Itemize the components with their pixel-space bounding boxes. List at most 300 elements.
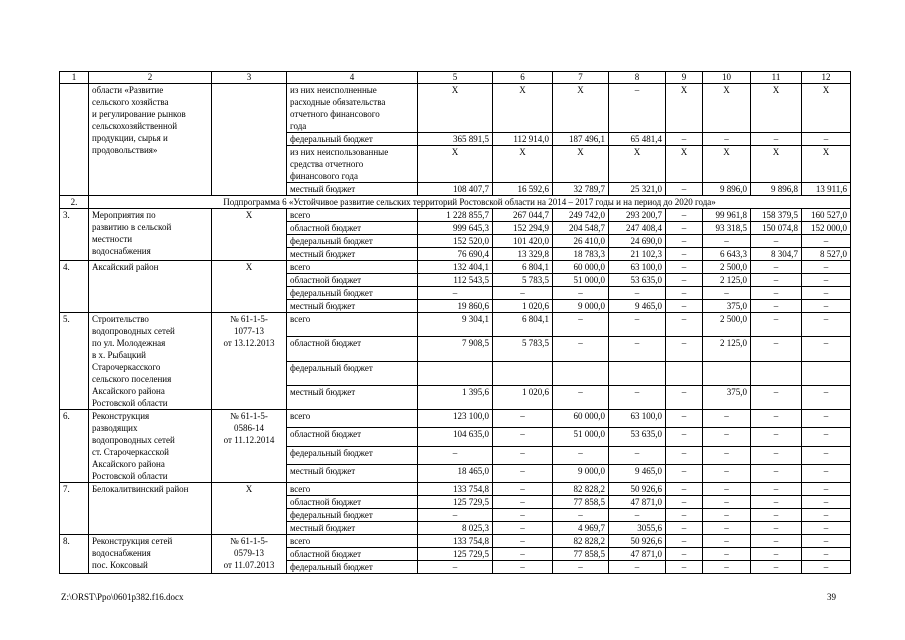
text-line: отчетного финансового: [290, 109, 380, 119]
value-cell: –: [802, 235, 851, 248]
value-cell: 93 318,5: [703, 222, 751, 235]
value-cell: –: [802, 548, 851, 561]
value-cell: 18 783,3: [553, 248, 609, 261]
value-cell: X: [802, 146, 851, 183]
text-line: Старочеркасского: [92, 362, 161, 372]
value-cell: 77 858,5: [553, 496, 609, 509]
value-cell: 65 481,4: [609, 133, 666, 146]
value-cell: –: [609, 385, 666, 409]
value-cell: 375,0: [703, 300, 751, 313]
value-cell: 9 896,8: [751, 183, 802, 196]
row-number-cell: [60, 84, 89, 196]
column-number-cell: 2: [89, 72, 212, 84]
value-cell: 8 527,0: [802, 248, 851, 261]
value-cell: –: [666, 522, 703, 535]
value-cell: 19 860,6: [418, 300, 493, 313]
value-cell: –: [802, 509, 851, 522]
column-number-cell: 3: [212, 72, 287, 84]
text-line: расходные обязательства: [290, 97, 386, 107]
text-line: в х. Рыбацкий: [92, 350, 146, 360]
event-name-cell: [89, 535, 212, 574]
funding-source-cell: областной бюджет: [287, 428, 418, 446]
document-cell: [212, 410, 287, 483]
value-cell: –: [751, 535, 802, 548]
value-cell: 25 321,0: [609, 183, 666, 196]
funding-source-cell: федеральный бюджет: [287, 561, 418, 574]
value-cell: –: [802, 133, 851, 146]
footer-page-number: 39: [827, 592, 836, 602]
value-cell: –: [751, 261, 802, 274]
text-line: от 11.12.2014: [223, 435, 275, 445]
funding-source-cell: местный бюджет: [287, 248, 418, 261]
value-cell: –: [493, 287, 553, 300]
value-cell: 82 828,2: [553, 535, 609, 548]
row-number-cell: 5.: [60, 313, 89, 410]
value-cell: –: [418, 287, 493, 300]
value-cell: 47 871,0: [609, 496, 666, 509]
value-cell: –: [802, 313, 851, 337]
value-cell: X: [703, 84, 751, 133]
text-line: продовольствия»: [92, 145, 158, 155]
text-line: местности: [92, 234, 133, 244]
value-cell: –: [666, 313, 703, 337]
value-cell: –: [553, 385, 609, 409]
value-cell: 160 527,0: [802, 209, 851, 222]
value-cell: 77 858,5: [553, 548, 609, 561]
value-cell: 51 000,0: [553, 428, 609, 446]
text-line: № 61-1-5-: [230, 536, 268, 546]
value-cell: 5 783,5: [493, 274, 553, 287]
funding-source-cell: всего: [287, 483, 418, 496]
value-cell: 8 304,7: [751, 248, 802, 261]
event-name-cell: [89, 209, 212, 261]
value-cell: 2 125,0: [703, 274, 751, 287]
funding-source-cell: областной бюджет: [287, 496, 418, 509]
value-cell: –: [802, 446, 851, 464]
text-line: пос. Коксовый: [92, 560, 148, 570]
value-cell: –: [703, 133, 751, 146]
text-line: финансового года: [290, 171, 358, 181]
value-cell: 133 754,8: [418, 535, 493, 548]
value-cell: 9 465,0: [609, 300, 666, 313]
value-cell: –: [418, 446, 493, 464]
value-cell: 6 804,1: [493, 261, 553, 274]
subprogram-row: [60, 196, 851, 209]
text-line: из них неиспользованные: [290, 147, 389, 157]
footer-file-path: Z:\ORST\Ppo\0601p382.f16.docx: [61, 592, 184, 602]
table-row: [60, 84, 851, 133]
value-cell: –: [493, 535, 553, 548]
value-cell: –: [553, 561, 609, 574]
value-cell: –: [609, 287, 666, 300]
value-cell: 9 896,0: [703, 183, 751, 196]
budget-table: [59, 71, 851, 574]
value-cell: 293 200,7: [609, 209, 666, 222]
value-cell: –: [802, 428, 851, 446]
value-cell: –: [666, 261, 703, 274]
value-cell: –: [703, 548, 751, 561]
value-cell: –: [666, 483, 703, 496]
value-cell: X: [553, 84, 609, 133]
value-cell: X: [418, 146, 493, 183]
value-cell: –: [802, 522, 851, 535]
value-cell: –: [751, 385, 802, 409]
text-line: № 61-1-5-: [230, 411, 268, 421]
funding-source-cell: федеральный бюджет: [287, 509, 418, 522]
subprogram-title-cell: Подпрограмма 6 «Устойчивое развитие сельских территорий Ростовской области на 2014 – 2017 годы и на период до 2020 года»: [89, 196, 851, 209]
text-line: X: [245, 210, 253, 220]
value-cell: –: [751, 235, 802, 248]
text-line: года: [290, 121, 307, 131]
text-line: Мероприятия по: [92, 210, 156, 220]
value-cell: 21 102,3: [609, 248, 666, 261]
value-cell: X: [666, 146, 703, 183]
text-line: водоснабжения: [92, 246, 151, 256]
value-cell: 60 000,0: [553, 410, 609, 428]
value-cell: –: [493, 522, 553, 535]
value-cell: –: [802, 274, 851, 287]
value-cell: –: [703, 287, 751, 300]
text-line: по ул. Молодежная: [92, 338, 166, 348]
value-cell: –: [666, 548, 703, 561]
value-cell: –: [666, 561, 703, 574]
value-cell: 1 228 855,7: [418, 209, 493, 222]
funding-source-cell: всего: [287, 261, 418, 274]
value-cell: 108 407,7: [418, 183, 493, 196]
value-cell: –: [493, 410, 553, 428]
value-cell: –: [666, 235, 703, 248]
text-line: № 61-1-5-: [230, 314, 268, 324]
value-cell: 123 100,0: [418, 410, 493, 428]
value-cell: –: [802, 385, 851, 409]
value-cell: 204 548,7: [553, 222, 609, 235]
value-cell: –: [751, 561, 802, 574]
funding-source-cell: областной бюджет: [287, 548, 418, 561]
value-cell: 99 961,8: [703, 209, 751, 222]
value-cell: 53 635,0: [609, 428, 666, 446]
text-line: 0579-13: [234, 548, 264, 558]
value-cell: 13 329,8: [493, 248, 553, 261]
value-cell: 101 420,0: [493, 235, 553, 248]
value-cell: X: [553, 146, 609, 183]
value-cell: 2 500,0: [703, 313, 751, 337]
value-cell: –: [802, 261, 851, 274]
text-line: Реконструкция сетей: [92, 536, 173, 546]
value-cell: –: [666, 274, 703, 287]
value-cell: –: [609, 561, 666, 574]
value-cell: 132 404,1: [418, 261, 493, 274]
value-cell: X: [493, 146, 553, 183]
value-cell: –: [703, 464, 751, 482]
row-number-cell: 8.: [60, 535, 89, 574]
text-line: разводящих: [92, 423, 138, 433]
value-cell: 26 410,0: [553, 235, 609, 248]
text-line: местный бюджет: [290, 184, 356, 194]
value-cell: –: [802, 483, 851, 496]
text-line: 1077-13: [234, 326, 264, 336]
column-number-cell: 4: [287, 72, 418, 84]
funding-source-cell: всего: [287, 410, 418, 428]
value-cell: –: [751, 300, 802, 313]
value-cell: 9 465,0: [609, 464, 666, 482]
document-cell: [212, 261, 287, 313]
value-cell: –: [703, 509, 751, 522]
value-cell: –: [609, 84, 666, 133]
value-cell: 18 465,0: [418, 464, 493, 482]
value-cell: 112 914,0: [493, 133, 553, 146]
value-cell: 2 125,0: [703, 337, 751, 361]
value-cell: –: [666, 248, 703, 261]
value-cell: –: [703, 522, 751, 535]
event-name-cell: [89, 84, 212, 196]
value-cell: 999 645,3: [418, 222, 493, 235]
value-cell: –: [751, 522, 802, 535]
column-number-row: [60, 72, 851, 84]
row-number-cell: 7.: [60, 483, 89, 535]
text-line: средства отчетного: [290, 159, 364, 169]
text-line: и регулирование рынков: [92, 109, 186, 119]
text-line: X: [245, 484, 253, 494]
value-cell: –: [666, 287, 703, 300]
value-cell: –: [666, 300, 703, 313]
value-cell: –: [703, 496, 751, 509]
value-cell: –: [751, 446, 802, 464]
value-cell: –: [553, 313, 609, 337]
value-cell: [802, 361, 851, 385]
table-row: [60, 535, 851, 548]
row-number-cell: 3.: [60, 209, 89, 261]
value-cell: 150 074,8: [751, 222, 802, 235]
value-cell: –: [802, 300, 851, 313]
value-cell: 9 000,0: [553, 464, 609, 482]
value-cell: –: [751, 428, 802, 446]
value-cell: 13 911,6: [802, 183, 851, 196]
funding-source-cell: [287, 146, 418, 183]
funding-source-cell: федеральный бюджет: [287, 446, 418, 464]
text-line: 0586-14: [234, 423, 264, 433]
text-line: Ростовской области: [92, 398, 168, 408]
funding-source-cell: федеральный бюджет: [287, 361, 418, 385]
funding-source-cell: местный бюджет: [287, 300, 418, 313]
column-number-cell: 12: [802, 72, 851, 84]
value-cell: 32 789,7: [553, 183, 609, 196]
value-cell: –: [703, 410, 751, 428]
funding-source-cell: [287, 183, 418, 196]
text-line: продукции, сырья и: [92, 133, 168, 143]
value-cell: –: [666, 133, 703, 146]
funding-source-cell: [287, 133, 418, 146]
value-cell: –: [666, 222, 703, 235]
text-line: от 11.07.2013: [223, 560, 275, 570]
row-number-cell: 2.: [60, 196, 89, 209]
value-cell: 365 891,5: [418, 133, 493, 146]
value-cell: 9 000,0: [553, 300, 609, 313]
value-cell: –: [703, 446, 751, 464]
value-cell: [703, 361, 751, 385]
value-cell: –: [609, 509, 666, 522]
value-cell: X: [418, 84, 493, 133]
value-cell: –: [802, 535, 851, 548]
column-number-cell: 11: [751, 72, 802, 84]
value-cell: –: [802, 561, 851, 574]
value-cell: 82 828,2: [553, 483, 609, 496]
value-cell: –: [751, 509, 802, 522]
value-cell: 158 379,5: [751, 209, 802, 222]
funding-source-cell: [287, 84, 418, 133]
value-cell: 152 000,0: [802, 222, 851, 235]
value-cell: X: [751, 146, 802, 183]
value-cell: –: [751, 483, 802, 496]
value-cell: –: [802, 337, 851, 361]
text-line: Ростовской области: [92, 471, 168, 481]
value-cell: 9 304,1: [418, 313, 493, 337]
document-cell: [212, 535, 287, 574]
text-line: сельскохозяйственной: [92, 121, 178, 131]
column-number-cell: 8: [609, 72, 666, 84]
value-cell: –: [802, 496, 851, 509]
table-row: [60, 261, 851, 274]
column-number-cell: 9: [666, 72, 703, 84]
value-cell: –: [666, 337, 703, 361]
value-cell: [418, 361, 493, 385]
text-line: сельского хозяйства: [92, 97, 169, 107]
value-cell: 6 643,3: [703, 248, 751, 261]
value-cell: –: [666, 410, 703, 428]
value-cell: 187 496,1: [553, 133, 609, 146]
event-name-cell: [89, 261, 212, 313]
value-cell: –: [751, 337, 802, 361]
funding-source-cell: местный бюджет: [287, 385, 418, 409]
value-cell: 1 020,6: [493, 385, 553, 409]
value-cell: 267 044,7: [493, 209, 553, 222]
funding-source-cell: местный бюджет: [287, 522, 418, 535]
value-cell: 60 000,0: [553, 261, 609, 274]
value-cell: –: [493, 509, 553, 522]
value-cell: 3055,6: [609, 522, 666, 535]
text-line: водопроводных сетей: [92, 326, 175, 336]
row-number-cell: 6.: [60, 410, 89, 483]
column-number-cell: 1: [60, 72, 89, 84]
value-cell: X: [609, 146, 666, 183]
value-cell: 7 908,5: [418, 337, 493, 361]
value-cell: –: [609, 446, 666, 464]
value-cell: 1 395,6: [418, 385, 493, 409]
value-cell: –: [703, 535, 751, 548]
value-cell: –: [553, 446, 609, 464]
value-cell: –: [666, 428, 703, 446]
document-cell: [212, 483, 287, 535]
value-cell: 63 100,0: [609, 261, 666, 274]
value-cell: –: [802, 287, 851, 300]
value-cell: –: [666, 209, 703, 222]
value-cell: 2 500,0: [703, 261, 751, 274]
value-cell: 125 729,5: [418, 548, 493, 561]
funding-source-cell: областной бюджет: [287, 274, 418, 287]
document-cell: [212, 84, 287, 196]
value-cell: 63 100,0: [609, 410, 666, 428]
funding-source-cell: областной бюджет: [287, 222, 418, 235]
value-cell: –: [751, 287, 802, 300]
text-line: ст. Старочеркасской: [92, 447, 169, 457]
value-cell: –: [751, 464, 802, 482]
value-cell: –: [666, 183, 703, 196]
funding-source-cell: федеральный бюджет: [287, 235, 418, 248]
table-row: [60, 209, 851, 222]
value-cell: X: [751, 84, 802, 133]
value-cell: 50 926,6: [609, 483, 666, 496]
value-cell: 249 742,0: [553, 209, 609, 222]
text-line: X: [245, 262, 253, 272]
value-cell: –: [703, 483, 751, 496]
value-cell: –: [493, 561, 553, 574]
value-cell: [553, 361, 609, 385]
table-row: [60, 410, 851, 428]
funding-source-cell: федеральный бюджет: [287, 287, 418, 300]
value-cell: [493, 361, 553, 385]
document-cell: [212, 313, 287, 410]
value-cell: 16 592,6: [493, 183, 553, 196]
text-line: от 13.12.2013: [223, 338, 275, 348]
value-cell: –: [609, 313, 666, 337]
value-cell: 4 969,7: [553, 522, 609, 535]
text-line: Строительство: [92, 314, 149, 324]
document-cell: [212, 209, 287, 261]
funding-source-cell: областной бюджет: [287, 337, 418, 361]
value-cell: –: [802, 410, 851, 428]
value-cell: –: [703, 428, 751, 446]
value-cell: 53 635,0: [609, 274, 666, 287]
value-cell: X: [802, 84, 851, 133]
value-cell: –: [703, 561, 751, 574]
value-cell: –: [553, 337, 609, 361]
value-cell: –: [666, 446, 703, 464]
value-cell: 152 520,0: [418, 235, 493, 248]
text-line: федеральный бюджет: [290, 134, 373, 144]
value-cell: –: [666, 464, 703, 482]
text-line: из них неисполненные: [290, 85, 377, 95]
value-cell: 24 690,0: [609, 235, 666, 248]
value-cell: –: [493, 428, 553, 446]
value-cell: –: [418, 561, 493, 574]
funding-source-cell: местный бюджет: [287, 464, 418, 482]
value-cell: –: [751, 548, 802, 561]
table-row: [60, 313, 851, 337]
text-line: развитию в сельской: [92, 222, 172, 232]
text-line: водоснабжения: [92, 548, 151, 558]
table-row: [60, 483, 851, 496]
value-cell: –: [666, 385, 703, 409]
value-cell: –: [751, 274, 802, 287]
value-cell: –: [703, 235, 751, 248]
value-cell: X: [703, 146, 751, 183]
value-cell: –: [802, 464, 851, 482]
value-cell: –: [493, 464, 553, 482]
value-cell: X: [666, 84, 703, 133]
value-cell: –: [666, 509, 703, 522]
column-number-cell: 7: [553, 72, 609, 84]
value-cell: 1 020,6: [493, 300, 553, 313]
value-cell: –: [609, 337, 666, 361]
value-cell: X: [493, 84, 553, 133]
text-line: Аксайский район: [92, 262, 159, 272]
value-cell: 76 690,4: [418, 248, 493, 261]
event-name-cell: [89, 313, 212, 410]
value-cell: –: [751, 496, 802, 509]
value-cell: 5 783,5: [493, 337, 553, 361]
value-cell: –: [666, 535, 703, 548]
text-line: сельского поселения: [92, 374, 172, 384]
column-number-cell: 5: [418, 72, 493, 84]
